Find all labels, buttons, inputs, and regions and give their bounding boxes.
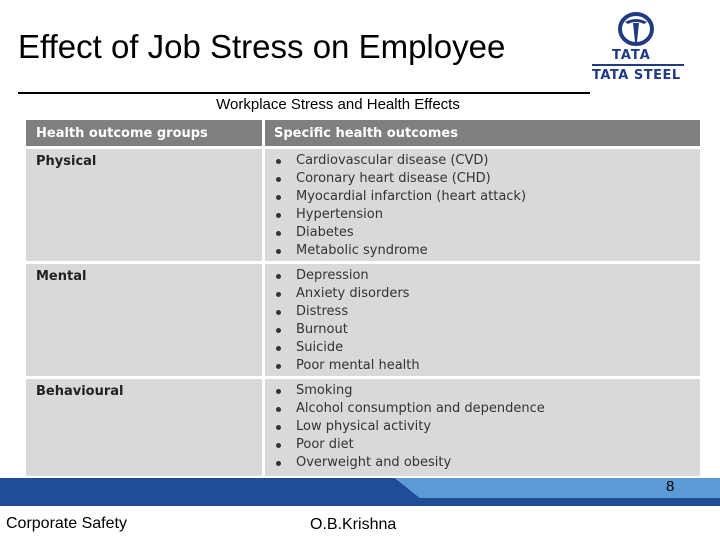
list-item: Myocardial infarction (heart attack): [276, 188, 526, 206]
header-specific-health-outcomes: Specific health outcomes: [274, 126, 458, 141]
health-effects-table: [26, 120, 700, 476]
logo-divider: [592, 64, 684, 66]
group-label-behavioural: Behavioural: [36, 384, 124, 399]
logo-wordmark-tata: TATA: [612, 48, 651, 63]
list-item: Smoking: [276, 382, 545, 400]
group-label-mental: Mental: [36, 269, 87, 284]
list-item: Anxiety disorders: [276, 285, 420, 303]
table-caption: Workplace Stress and Health Effects: [216, 96, 460, 113]
title-underline: [18, 92, 590, 94]
row-divider: [26, 376, 700, 379]
list-item: Diabetes: [276, 224, 526, 242]
list-item: Low physical activity: [276, 418, 545, 436]
row-divider: [26, 261, 700, 264]
list-item: Hypertension: [276, 206, 526, 224]
header-health-outcome-groups: Health outcome groups: [36, 126, 208, 141]
list-item: Suicide: [276, 339, 420, 357]
outcome-list-behavioural: [276, 382, 545, 472]
footer-band: [0, 478, 720, 506]
list-item: Coronary heart disease (CHD): [276, 170, 526, 188]
list-item: Distress: [276, 303, 420, 321]
outcome-list-mental: [276, 267, 420, 375]
row-divider: [26, 146, 700, 149]
list-item: Metabolic syndrome: [276, 242, 526, 260]
page-number: 8: [666, 478, 675, 495]
logo-wordmark-tata-steel: TATA STEEL: [592, 68, 681, 83]
list-item: Alcohol consumption and dependence: [276, 400, 545, 418]
footer-department: Corporate Safety: [6, 515, 127, 532]
footer-author: O.B.Krishna: [310, 516, 397, 533]
list-item: Burnout: [276, 321, 420, 339]
list-item: Poor mental health: [276, 357, 420, 375]
table-header-row: [26, 120, 700, 146]
list-item: Poor diet: [276, 436, 545, 454]
list-item: Cardiovascular disease (CVD): [276, 152, 526, 170]
tata-steel-logo: [592, 12, 684, 83]
list-item: Overweight and obesity: [276, 454, 545, 472]
tata-emblem-icon: [618, 12, 654, 46]
list-item: Depression: [276, 267, 420, 285]
group-label-physical: Physical: [36, 154, 97, 169]
outcome-list-physical: [276, 152, 526, 260]
column-divider: [262, 120, 265, 476]
slide-title: Effect of Job Stress on Employee: [18, 28, 506, 65]
